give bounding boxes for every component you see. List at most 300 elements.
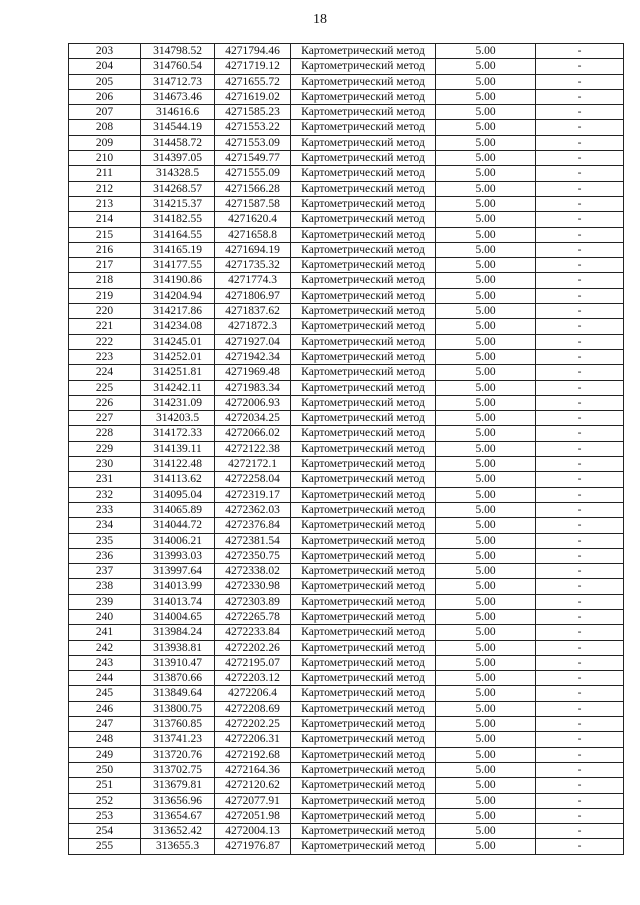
note-cell: -	[536, 533, 624, 548]
x-coordinate-cell: 313720.76	[141, 747, 215, 762]
table-row	[69, 441, 624, 456]
point-number-cell: 237	[69, 564, 141, 579]
x-coordinate-cell: 314544.19	[141, 120, 215, 135]
note-cell: -	[536, 196, 624, 211]
accuracy-cell: 5.00	[436, 839, 536, 854]
note-cell: -	[536, 579, 624, 594]
table-row	[69, 319, 624, 334]
table-row	[69, 196, 624, 211]
accuracy-cell: 5.00	[436, 89, 536, 104]
table-row	[69, 808, 624, 823]
x-coordinate-cell: 314203.5	[141, 411, 215, 426]
method-cell: Картометрический метод	[291, 594, 436, 609]
method-cell: Картометрический метод	[291, 457, 436, 472]
accuracy-cell: 5.00	[436, 594, 536, 609]
y-coordinate-cell: 4271806.97	[215, 288, 291, 303]
note-cell: -	[536, 701, 624, 716]
accuracy-cell: 5.00	[436, 732, 536, 747]
note-cell: -	[536, 227, 624, 242]
note-cell: -	[536, 288, 624, 303]
point-number-cell: 218	[69, 273, 141, 288]
note-cell: -	[536, 609, 624, 624]
point-number-cell: 248	[69, 732, 141, 747]
note-cell: -	[536, 151, 624, 166]
point-number-cell: 216	[69, 242, 141, 257]
accuracy-cell: 5.00	[436, 717, 536, 732]
table-row	[69, 701, 624, 716]
table-row	[69, 166, 624, 181]
y-coordinate-cell: 4271658.8	[215, 227, 291, 242]
method-cell: Картометрический метод	[291, 166, 436, 181]
x-coordinate-cell: 314095.04	[141, 487, 215, 502]
method-cell: Картометрический метод	[291, 304, 436, 319]
table-row	[69, 273, 624, 288]
method-cell: Картометрический метод	[291, 151, 436, 166]
y-coordinate-cell: 4272164.36	[215, 762, 291, 777]
note-cell: -	[536, 732, 624, 747]
accuracy-cell: 5.00	[436, 227, 536, 242]
x-coordinate-cell: 313655.3	[141, 839, 215, 854]
x-coordinate-cell: 313656.96	[141, 793, 215, 808]
accuracy-cell: 5.00	[436, 762, 536, 777]
method-cell: Картометрический метод	[291, 640, 436, 655]
y-coordinate-cell: 4271774.3	[215, 273, 291, 288]
accuracy-cell: 5.00	[436, 533, 536, 548]
table-row	[69, 212, 624, 227]
point-number-cell: 238	[69, 579, 141, 594]
table-row	[69, 334, 624, 349]
note-cell: -	[536, 502, 624, 517]
method-cell: Картометрический метод	[291, 533, 436, 548]
table-row	[69, 74, 624, 89]
accuracy-cell: 5.00	[436, 196, 536, 211]
point-number-cell: 213	[69, 196, 141, 211]
accuracy-cell: 5.00	[436, 44, 536, 59]
table-row	[69, 655, 624, 670]
y-coordinate-cell: 4272195.07	[215, 655, 291, 670]
accuracy-cell: 5.00	[436, 74, 536, 89]
method-cell: Картометрический метод	[291, 793, 436, 808]
y-coordinate-cell: 4272381.54	[215, 533, 291, 548]
coordinates-table	[68, 43, 624, 855]
method-cell: Картометрический метод	[291, 59, 436, 74]
point-number-cell: 253	[69, 808, 141, 823]
y-coordinate-cell: 4272319.17	[215, 487, 291, 502]
y-coordinate-cell: 4272034.25	[215, 411, 291, 426]
table-row	[69, 380, 624, 395]
point-number-cell: 245	[69, 686, 141, 701]
point-number-cell: 217	[69, 258, 141, 273]
accuracy-cell: 5.00	[436, 625, 536, 640]
point-number-cell: 230	[69, 457, 141, 472]
method-cell: Картометрический метод	[291, 808, 436, 823]
point-number-cell: 231	[69, 472, 141, 487]
accuracy-cell: 5.00	[436, 487, 536, 502]
y-coordinate-cell: 4272362.03	[215, 502, 291, 517]
table-row	[69, 686, 624, 701]
point-number-cell: 212	[69, 181, 141, 196]
point-number-cell: 232	[69, 487, 141, 502]
x-coordinate-cell: 313702.75	[141, 762, 215, 777]
method-cell: Картометрический метод	[291, 655, 436, 670]
y-coordinate-cell: 4271872.3	[215, 319, 291, 334]
method-cell: Картометрический метод	[291, 258, 436, 273]
note-cell: -	[536, 441, 624, 456]
point-number-cell: 209	[69, 135, 141, 150]
x-coordinate-cell: 314217.86	[141, 304, 215, 319]
table-row	[69, 518, 624, 533]
method-cell: Картометрический метод	[291, 625, 436, 640]
method-cell: Картометрический метод	[291, 334, 436, 349]
method-cell: Картометрический метод	[291, 732, 436, 747]
accuracy-cell: 5.00	[436, 701, 536, 716]
y-coordinate-cell: 4272338.02	[215, 564, 291, 579]
method-cell: Картометрический метод	[291, 319, 436, 334]
accuracy-cell: 5.00	[436, 778, 536, 793]
accuracy-cell: 5.00	[436, 686, 536, 701]
x-coordinate-cell: 314164.55	[141, 227, 215, 242]
point-number-cell: 239	[69, 594, 141, 609]
accuracy-cell: 5.00	[436, 457, 536, 472]
point-number-cell: 225	[69, 380, 141, 395]
point-number-cell: 223	[69, 349, 141, 364]
x-coordinate-cell: 314215.37	[141, 196, 215, 211]
table-row	[69, 839, 624, 854]
x-coordinate-cell: 314182.55	[141, 212, 215, 227]
accuracy-cell: 5.00	[436, 609, 536, 624]
x-coordinate-cell: 314177.55	[141, 258, 215, 273]
note-cell: -	[536, 793, 624, 808]
method-cell: Картометрический метод	[291, 196, 436, 211]
x-coordinate-cell: 313679.81	[141, 778, 215, 793]
y-coordinate-cell: 4271983.34	[215, 380, 291, 395]
method-cell: Картометрический метод	[291, 411, 436, 426]
accuracy-cell: 5.00	[436, 579, 536, 594]
method-cell: Картометрический метод	[291, 135, 436, 150]
point-number-cell: 252	[69, 793, 141, 808]
point-number-cell: 206	[69, 89, 141, 104]
accuracy-cell: 5.00	[436, 166, 536, 181]
note-cell: -	[536, 120, 624, 135]
accuracy-cell: 5.00	[436, 655, 536, 670]
accuracy-cell: 5.00	[436, 747, 536, 762]
table-row	[69, 151, 624, 166]
accuracy-cell: 5.00	[436, 135, 536, 150]
x-coordinate-cell: 313654.67	[141, 808, 215, 823]
table-row	[69, 304, 624, 319]
method-cell: Картометрический метод	[291, 778, 436, 793]
x-coordinate-cell: 313741.23	[141, 732, 215, 747]
x-coordinate-cell: 314139.11	[141, 441, 215, 456]
table-row	[69, 717, 624, 732]
accuracy-cell: 5.00	[436, 472, 536, 487]
table-row	[69, 59, 624, 74]
x-coordinate-cell: 314065.89	[141, 502, 215, 517]
point-number-cell: 208	[69, 120, 141, 135]
method-cell: Картометрический метод	[291, 839, 436, 854]
y-coordinate-cell: 4271719.12	[215, 59, 291, 74]
point-number-cell: 250	[69, 762, 141, 777]
table-row	[69, 411, 624, 426]
y-coordinate-cell: 4272192.68	[215, 747, 291, 762]
point-number-cell: 220	[69, 304, 141, 319]
note-cell: -	[536, 273, 624, 288]
x-coordinate-cell: 314458.72	[141, 135, 215, 150]
accuracy-cell: 5.00	[436, 380, 536, 395]
method-cell: Картометрический метод	[291, 717, 436, 732]
x-coordinate-cell: 313652.42	[141, 824, 215, 839]
x-coordinate-cell: 314122.48	[141, 457, 215, 472]
note-cell: -	[536, 166, 624, 181]
note-cell: -	[536, 212, 624, 227]
table-row	[69, 671, 624, 686]
note-cell: -	[536, 89, 624, 104]
x-coordinate-cell: 314013.74	[141, 594, 215, 609]
table-row	[69, 89, 624, 104]
y-coordinate-cell: 4271620.4	[215, 212, 291, 227]
method-cell: Картометрический метод	[291, 487, 436, 502]
y-coordinate-cell: 4271735.32	[215, 258, 291, 273]
point-number-cell: 234	[69, 518, 141, 533]
y-coordinate-cell: 4272258.04	[215, 472, 291, 487]
point-number-cell: 247	[69, 717, 141, 732]
method-cell: Картометрический метод	[291, 671, 436, 686]
note-cell: -	[536, 808, 624, 823]
point-number-cell: 249	[69, 747, 141, 762]
point-number-cell: 226	[69, 395, 141, 410]
point-number-cell: 255	[69, 839, 141, 854]
point-number-cell: 251	[69, 778, 141, 793]
y-coordinate-cell: 4272004.13	[215, 824, 291, 839]
table-row	[69, 793, 624, 808]
method-cell: Картометрический метод	[291, 89, 436, 104]
note-cell: -	[536, 824, 624, 839]
accuracy-cell: 5.00	[436, 365, 536, 380]
y-coordinate-cell: 4271553.22	[215, 120, 291, 135]
note-cell: -	[536, 487, 624, 502]
y-coordinate-cell: 4272051.98	[215, 808, 291, 823]
note-cell: -	[536, 365, 624, 380]
y-coordinate-cell: 4272122.38	[215, 441, 291, 456]
y-coordinate-cell: 4272330.98	[215, 579, 291, 594]
note-cell: -	[536, 242, 624, 257]
table-row	[69, 747, 624, 762]
y-coordinate-cell: 4271794.46	[215, 44, 291, 59]
accuracy-cell: 5.00	[436, 304, 536, 319]
method-cell: Картометрический метод	[291, 548, 436, 563]
x-coordinate-cell: 314234.08	[141, 319, 215, 334]
method-cell: Картометрический метод	[291, 701, 436, 716]
y-coordinate-cell: 4272202.26	[215, 640, 291, 655]
x-coordinate-cell: 313870.66	[141, 671, 215, 686]
x-coordinate-cell: 313910.47	[141, 655, 215, 670]
x-coordinate-cell: 313938.81	[141, 640, 215, 655]
x-coordinate-cell: 314204.94	[141, 288, 215, 303]
table-row	[69, 288, 624, 303]
method-cell: Картометрический метод	[291, 273, 436, 288]
y-coordinate-cell: 4272376.84	[215, 518, 291, 533]
point-number-cell: 207	[69, 105, 141, 120]
table-row	[69, 181, 624, 196]
y-coordinate-cell: 4272208.69	[215, 701, 291, 716]
x-coordinate-cell: 313800.75	[141, 701, 215, 716]
point-number-cell: 204	[69, 59, 141, 74]
x-coordinate-cell: 314760.54	[141, 59, 215, 74]
y-coordinate-cell: 4271549.77	[215, 151, 291, 166]
method-cell: Картометрический метод	[291, 349, 436, 364]
x-coordinate-cell: 314231.09	[141, 395, 215, 410]
point-number-cell: 203	[69, 44, 141, 59]
y-coordinate-cell: 4271566.28	[215, 181, 291, 196]
accuracy-cell: 5.00	[436, 334, 536, 349]
x-coordinate-cell: 314328.5	[141, 166, 215, 181]
x-coordinate-cell: 313849.64	[141, 686, 215, 701]
point-number-cell: 228	[69, 426, 141, 441]
accuracy-cell: 5.00	[436, 671, 536, 686]
y-coordinate-cell: 4272077.91	[215, 793, 291, 808]
y-coordinate-cell: 4271585.23	[215, 105, 291, 120]
method-cell: Картометрический метод	[291, 120, 436, 135]
method-cell: Картометрический метод	[291, 44, 436, 59]
accuracy-cell: 5.00	[436, 395, 536, 410]
table-row	[69, 502, 624, 517]
method-cell: Картометрический метод	[291, 74, 436, 89]
method-cell: Картометрический метод	[291, 242, 436, 257]
method-cell: Картометрический метод	[291, 747, 436, 762]
note-cell: -	[536, 839, 624, 854]
accuracy-cell: 5.00	[436, 105, 536, 120]
table-row	[69, 732, 624, 747]
x-coordinate-cell: 313997.64	[141, 564, 215, 579]
method-cell: Картометрический метод	[291, 288, 436, 303]
table-row	[69, 365, 624, 380]
coordinates-table-body	[69, 44, 624, 855]
accuracy-cell: 5.00	[436, 181, 536, 196]
table-row	[69, 548, 624, 563]
x-coordinate-cell: 314268.57	[141, 181, 215, 196]
note-cell: -	[536, 472, 624, 487]
note-cell: -	[536, 655, 624, 670]
accuracy-cell: 5.00	[436, 151, 536, 166]
point-number-cell: 236	[69, 548, 141, 563]
x-coordinate-cell: 313760.85	[141, 717, 215, 732]
point-number-cell: 235	[69, 533, 141, 548]
method-cell: Картометрический метод	[291, 762, 436, 777]
table-row	[69, 44, 624, 59]
y-coordinate-cell: 4271587.58	[215, 196, 291, 211]
note-cell: -	[536, 778, 624, 793]
y-coordinate-cell: 4272350.75	[215, 548, 291, 563]
point-number-cell: 229	[69, 441, 141, 456]
table-row	[69, 457, 624, 472]
accuracy-cell: 5.00	[436, 793, 536, 808]
accuracy-cell: 5.00	[436, 824, 536, 839]
note-cell: -	[536, 457, 624, 472]
x-coordinate-cell: 314013.99	[141, 579, 215, 594]
accuracy-cell: 5.00	[436, 411, 536, 426]
y-coordinate-cell: 4272206.31	[215, 732, 291, 747]
accuracy-cell: 5.00	[436, 273, 536, 288]
table-row	[69, 533, 624, 548]
accuracy-cell: 5.00	[436, 288, 536, 303]
table-row	[69, 349, 624, 364]
method-cell: Картометрический метод	[291, 380, 436, 395]
note-cell: -	[536, 304, 624, 319]
method-cell: Картометрический метод	[291, 564, 436, 579]
accuracy-cell: 5.00	[436, 548, 536, 563]
point-number-cell: 215	[69, 227, 141, 242]
x-coordinate-cell: 314006.21	[141, 533, 215, 548]
x-coordinate-cell: 314044.72	[141, 518, 215, 533]
note-cell: -	[536, 640, 624, 655]
y-coordinate-cell: 4272006.93	[215, 395, 291, 410]
x-coordinate-cell: 314172.33	[141, 426, 215, 441]
point-number-cell: 222	[69, 334, 141, 349]
table-row	[69, 594, 624, 609]
note-cell: -	[536, 258, 624, 273]
note-cell: -	[536, 380, 624, 395]
table-row	[69, 640, 624, 655]
table-row	[69, 487, 624, 502]
note-cell: -	[536, 548, 624, 563]
accuracy-cell: 5.00	[436, 258, 536, 273]
y-coordinate-cell: 4272172.1	[215, 457, 291, 472]
method-cell: Картометрический метод	[291, 686, 436, 701]
accuracy-cell: 5.00	[436, 808, 536, 823]
x-coordinate-cell: 314190.86	[141, 273, 215, 288]
table-row	[69, 242, 624, 257]
y-coordinate-cell: 4272202.25	[215, 717, 291, 732]
point-number-cell: 240	[69, 609, 141, 624]
x-coordinate-cell: 314004.65	[141, 609, 215, 624]
method-cell: Картометрический метод	[291, 502, 436, 517]
y-coordinate-cell: 4272066.02	[215, 426, 291, 441]
y-coordinate-cell: 4272233.84	[215, 625, 291, 640]
note-cell: -	[536, 564, 624, 579]
x-coordinate-cell: 314397.05	[141, 151, 215, 166]
table-row	[69, 609, 624, 624]
table-row	[69, 105, 624, 120]
point-number-cell: 219	[69, 288, 141, 303]
point-number-cell: 221	[69, 319, 141, 334]
method-cell: Картометрический метод	[291, 365, 436, 380]
point-number-cell: 224	[69, 365, 141, 380]
y-coordinate-cell: 4272203.12	[215, 671, 291, 686]
y-coordinate-cell: 4272303.89	[215, 594, 291, 609]
table-row	[69, 135, 624, 150]
point-number-cell: 246	[69, 701, 141, 716]
point-number-cell: 214	[69, 212, 141, 227]
x-coordinate-cell: 314712.73	[141, 74, 215, 89]
x-coordinate-cell: 314251.81	[141, 365, 215, 380]
table-row	[69, 426, 624, 441]
note-cell: -	[536, 671, 624, 686]
x-coordinate-cell: 313993.03	[141, 548, 215, 563]
y-coordinate-cell: 4272206.4	[215, 686, 291, 701]
method-cell: Картометрический метод	[291, 518, 436, 533]
note-cell: -	[536, 395, 624, 410]
table-row	[69, 472, 624, 487]
note-cell: -	[536, 594, 624, 609]
accuracy-cell: 5.00	[436, 564, 536, 579]
note-cell: -	[536, 135, 624, 150]
table-row	[69, 625, 624, 640]
x-coordinate-cell: 314245.01	[141, 334, 215, 349]
method-cell: Картометрический метод	[291, 579, 436, 594]
x-coordinate-cell: 314252.01	[141, 349, 215, 364]
x-coordinate-cell: 314242.11	[141, 380, 215, 395]
method-cell: Картометрический метод	[291, 472, 436, 487]
